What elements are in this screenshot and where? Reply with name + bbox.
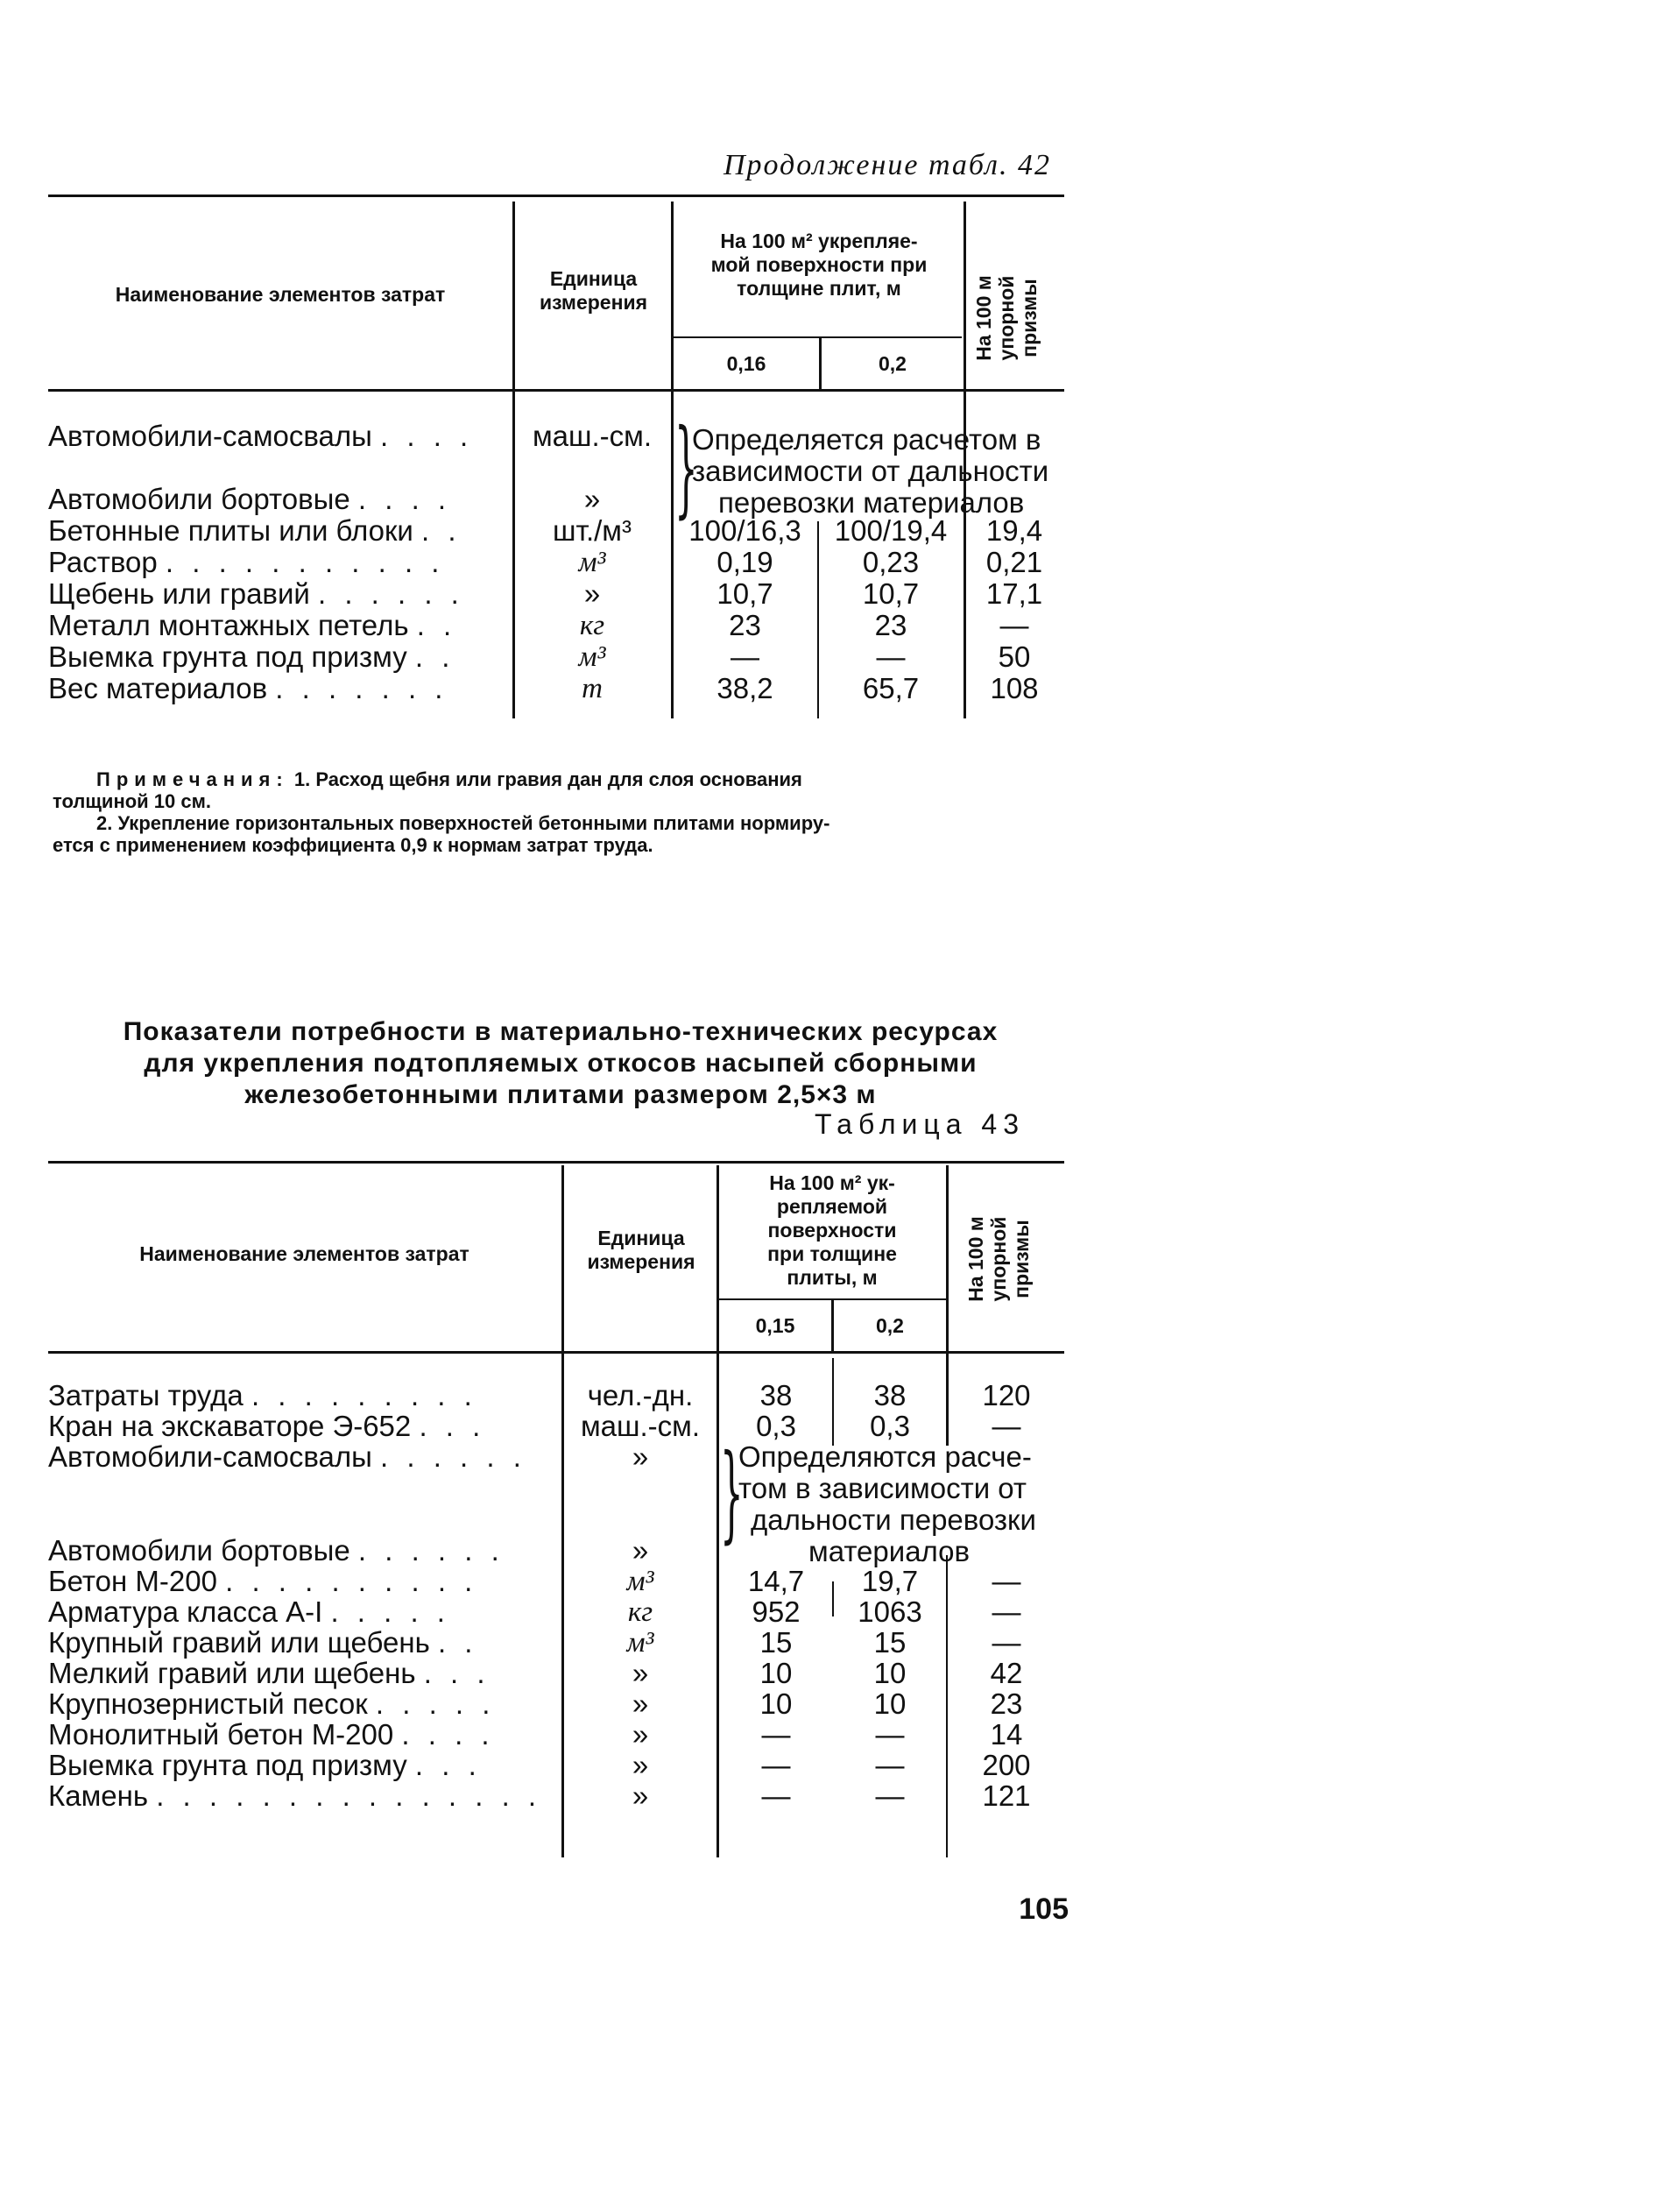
table42-row-unit: » bbox=[583, 483, 601, 515]
table43-row-v1: 0,3 bbox=[756, 1410, 796, 1442]
table42-header-thick2: 0,2 bbox=[879, 352, 907, 375]
table43-header-group: На 100 м² ук- репляемой поверхности при толщине плиты, м bbox=[767, 1171, 897, 1289]
table42-col-rule-unit bbox=[512, 202, 515, 718]
table43-row-v2: 1063 bbox=[858, 1595, 922, 1628]
table42-row-unit: т bbox=[582, 673, 603, 704]
table42-group-rule bbox=[673, 336, 962, 338]
table43-row-v3: — bbox=[992, 1626, 1021, 1659]
table42-row-name: Выемка грунта под призму . . bbox=[48, 641, 455, 673]
table43-row-v2: 15 bbox=[873, 1626, 907, 1659]
table42-row-v1: 38,2 bbox=[716, 672, 773, 704]
table43-row-name: Монолитный бетон М-200 . . . . bbox=[48, 1719, 495, 1751]
table42-header-thick1: 0,16 bbox=[726, 352, 766, 375]
table43-row-unit: » bbox=[632, 1718, 649, 1751]
table42-row-v3: 50 bbox=[998, 640, 1031, 673]
table43-row-name: Арматура класса А-I . . . . . bbox=[48, 1596, 450, 1628]
table42-top-rule bbox=[48, 195, 1064, 197]
table42-header-unit: Единица измерения bbox=[539, 267, 648, 314]
table43-row-name: Мелкий гравий или щебень . . . bbox=[48, 1658, 491, 1689]
table42-row-v2: 65,7 bbox=[862, 672, 920, 704]
table43-row-v3: 200 bbox=[982, 1749, 1031, 1781]
table43-row-v2: — bbox=[875, 1718, 905, 1751]
table43-row-name: Автомобили бортовые . . . . . . bbox=[48, 1535, 505, 1567]
table42-row-v3: 19,4 bbox=[985, 514, 1043, 547]
table43-header-rule bbox=[48, 1351, 1064, 1354]
table42-merged-brace: } bbox=[674, 407, 698, 529]
table43-row-v1: 15 bbox=[759, 1626, 793, 1659]
table43-col-rule-thick bbox=[831, 1300, 834, 1351]
table42-header-rule bbox=[48, 389, 1064, 392]
table43-row-v1: — bbox=[761, 1749, 791, 1781]
table43-row-v3: — bbox=[992, 1595, 1021, 1628]
table43-row-v1: 952 bbox=[752, 1595, 801, 1628]
table42-caption: Продолжение табл. 42 bbox=[723, 149, 1051, 181]
table43-row-unit: » bbox=[632, 1687, 649, 1720]
table43-row-v1: — bbox=[761, 1718, 791, 1751]
table43-merged-brace: } bbox=[720, 1433, 744, 1554]
table43-row-name: Крупный гравий или щебень . . bbox=[48, 1627, 478, 1659]
table43-row-v2: 10 bbox=[873, 1687, 907, 1720]
table43-header-name: Наименование элементов затрат bbox=[139, 1242, 469, 1265]
table42-row-name: Бетонные плиты или блоки . . bbox=[48, 515, 462, 547]
table43-header-thick2: 0,2 bbox=[876, 1314, 904, 1337]
table43-row-name: Автомобили-самосвалы . . . . . . bbox=[48, 1441, 526, 1473]
table43-row-unit: » bbox=[632, 1657, 649, 1689]
table43-row-unit: » bbox=[632, 1440, 649, 1473]
table43-row-unit: чел.-дн. bbox=[587, 1379, 694, 1411]
table43-row-name: Кран на экскаваторе Э-652 . . . bbox=[48, 1411, 486, 1442]
page-number: 105 bbox=[1019, 1892, 1069, 1926]
table42-row-name: Раствор . . . . . . . . . . . bbox=[48, 547, 445, 578]
table42-row-unit: м³ bbox=[578, 547, 606, 578]
table43-row-name: Затраты труда . . . . . . . . . bbox=[48, 1380, 477, 1411]
table42-row-v3: 17,1 bbox=[985, 577, 1043, 610]
table42-row-unit: м³ bbox=[578, 641, 606, 673]
table42-header-group: На 100 м² укрепляе- мой поверхности при толщине плит, м bbox=[710, 230, 928, 300]
table43-row-v2: 10 bbox=[873, 1657, 907, 1689]
table43-row-unit: » bbox=[632, 1749, 649, 1781]
table42-row-v3: — bbox=[999, 609, 1029, 641]
table42-row-unit: кг bbox=[579, 610, 605, 641]
table42-row-v3: 108 bbox=[990, 672, 1039, 704]
table43-row-name: Выемка грунта под призму . . . bbox=[48, 1750, 482, 1781]
table43-row-v2: — bbox=[875, 1749, 905, 1781]
table43-row-v2: — bbox=[875, 1779, 905, 1812]
table42-notes: Примечания: 1. Расход щебня или гравия дан для слоя основания толщиной 10 см. 2. Укрепление горизонтальных поверхностей бетонными плитами нормиру- ется с применением коэффициента 0,9 к нормам затрат труда. bbox=[53, 768, 830, 856]
table43-row-unit: » bbox=[632, 1779, 649, 1812]
table42-row-v1: 0,19 bbox=[716, 546, 773, 578]
table43-title: Показатели потребности в материально-технических ресурсах для укрепления подтопляемых откосов насыпей сборными железобетонными плитами размером 2,5×3 м bbox=[123, 1017, 999, 1109]
table43-header-thick1: 0,15 bbox=[755, 1314, 795, 1337]
table42-header-name: Наименование элементов затрат bbox=[115, 283, 446, 306]
table42-row-unit: маш.-см. bbox=[532, 420, 653, 452]
table43-label: Таблица 43 bbox=[815, 1108, 1025, 1140]
table42-row-name: Автомобили бортовые . . . . bbox=[48, 484, 452, 515]
table43-merged-note: Определяются расче- том в зависимости от дальности перевозки материалов bbox=[738, 1440, 1036, 1567]
table43-row-v1: 10 bbox=[759, 1657, 793, 1689]
table43-row-unit: кг bbox=[627, 1596, 653, 1628]
table42-body-rule-1 bbox=[817, 521, 819, 718]
table43-row-name: Бетон М-200 . . . . . . . . . . bbox=[48, 1566, 478, 1597]
table43-row-v1: 14,7 bbox=[747, 1565, 805, 1597]
table42-row-name: Металл монтажных петель . . bbox=[48, 610, 457, 641]
table42-row-v2: 23 bbox=[874, 609, 907, 641]
table42-row-v1: — bbox=[731, 640, 759, 673]
table42-header-last: На 100 м упорной призмы bbox=[972, 275, 1041, 361]
table42-merged-note: Определяется расчетом в зависимости от дальности перевозки материалов bbox=[692, 423, 1049, 519]
table43-row-unit: маш.-см. bbox=[580, 1410, 701, 1442]
table42-row-v2: 10,7 bbox=[862, 577, 920, 610]
table42-row-v2: 100/19,4 bbox=[834, 514, 948, 547]
table42-row-name: Автомобили-самосвалы . . . . bbox=[48, 421, 474, 452]
table43-header-last: На 100 м упорной призмы bbox=[964, 1216, 1033, 1302]
table43-row-v3: 14 bbox=[990, 1718, 1023, 1751]
table43-row-name: Камень . . . . . . . . . . . . . . . bbox=[48, 1780, 542, 1812]
table42-row-v1: 23 bbox=[729, 609, 761, 641]
table43-row-v2: 38 bbox=[873, 1379, 907, 1411]
table42-row-unit: » bbox=[583, 577, 601, 610]
table43-row-v3: 42 bbox=[990, 1657, 1023, 1689]
table43-col-rule-unit bbox=[561, 1165, 564, 1857]
table43-row-unit: » bbox=[632, 1534, 649, 1567]
table42-row-name: Вес материалов . . . . . . . bbox=[48, 673, 448, 704]
table43-row-v2: 19,7 bbox=[861, 1565, 919, 1597]
table43-row-v1: — bbox=[761, 1779, 791, 1812]
table42-row-v2: 0,23 bbox=[862, 546, 920, 578]
table43-row-v1: 10 bbox=[759, 1687, 793, 1720]
table43-row-name: Крупнозернистый песок . . . . . bbox=[48, 1688, 496, 1720]
table43-top-rule bbox=[48, 1161, 1064, 1164]
table42-row-v2: — bbox=[876, 640, 906, 673]
table43-row-v3: 23 bbox=[990, 1687, 1023, 1720]
table42-row-v3: 0,21 bbox=[985, 546, 1043, 578]
table43-row-v3: — bbox=[992, 1565, 1021, 1597]
table42-row-v1: 10,7 bbox=[716, 577, 773, 610]
table43-row-v2: 0,3 bbox=[870, 1410, 910, 1442]
table43-header-unit: Единица измерения bbox=[587, 1227, 695, 1273]
table43-row-v3: 120 bbox=[982, 1379, 1031, 1411]
table43-row-v3: 121 bbox=[982, 1779, 1031, 1812]
table42-row-name: Щебень или гравий . . . . . . bbox=[48, 578, 464, 610]
table43-body-rule-2 bbox=[946, 1555, 948, 1857]
table42-col-rule-thick bbox=[819, 338, 822, 389]
table43-row-v1: 38 bbox=[759, 1379, 793, 1411]
table43-row-unit: м³ bbox=[626, 1566, 654, 1597]
table42-row-v1: 100/16,3 bbox=[688, 514, 801, 547]
table43-col-rule-group bbox=[716, 1165, 719, 1857]
table43-row-unit: м³ bbox=[626, 1627, 654, 1659]
table42-row-unit: шт./м³ bbox=[553, 514, 632, 547]
table43-row-v3: — bbox=[992, 1410, 1021, 1442]
